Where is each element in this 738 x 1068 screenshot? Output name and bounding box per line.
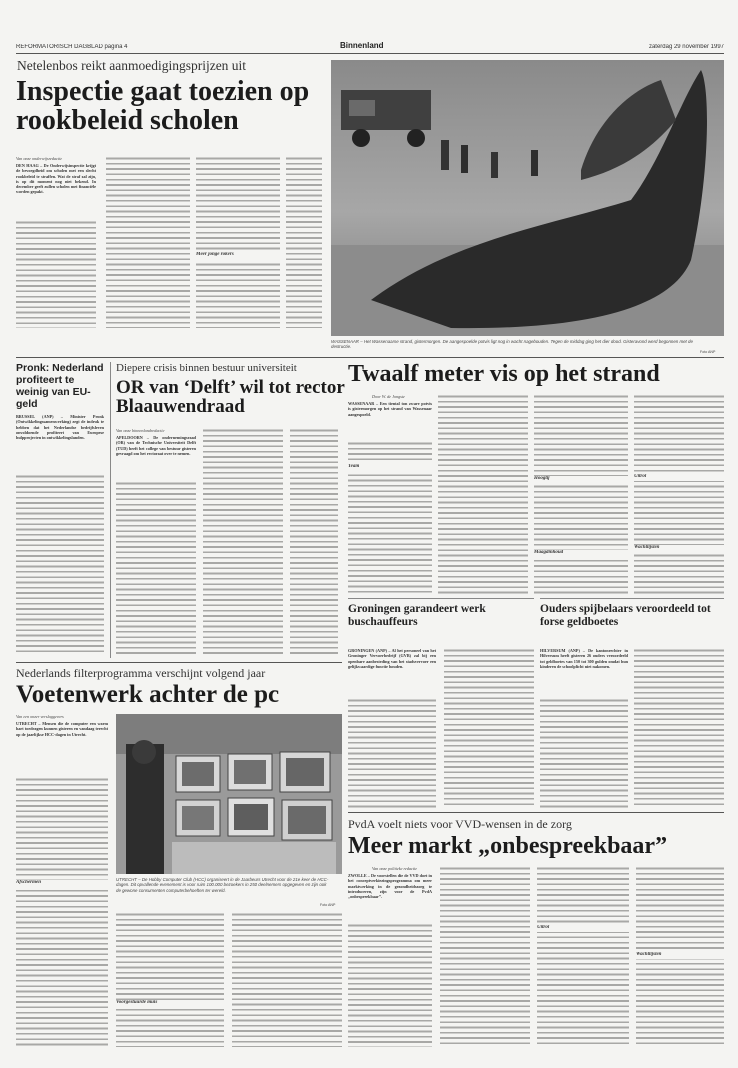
pc-photo-image xyxy=(116,714,342,874)
pc-col-2 xyxy=(116,912,224,1047)
ouders-col-2 xyxy=(634,648,724,808)
pc-col-3 xyxy=(232,912,342,1047)
smoking-subhead: Meer jonge rokers xyxy=(196,252,234,257)
pc-photo xyxy=(116,714,342,874)
masthead-left: REFORMATORISCH DAGBLAD pagina 4 xyxy=(16,44,128,50)
ouders-lead: HILVERSUM (ANP) – De kantonrechter in Hilversum heeft gisteren 26 ouders veroordeeld tot geldboetes van 150 tot 300 gulden omdat hun kinderen de schoolplicht niet nakomen. xyxy=(540,648,628,669)
whale-credit: Foto ANP xyxy=(700,350,716,354)
section-rule-1 xyxy=(16,357,724,358)
masthead-right: zaterdag 29 november 1997 xyxy=(648,44,724,50)
whale-headline: Twaalf meter vis op het strand xyxy=(348,362,660,387)
smoking-headline: Inspectie gaat toezien op rookbeleid scholen xyxy=(16,78,310,136)
eu-lead: BRUSSEL (ANP) – Minister Pronk (Ontwikkelingssamenwerking) zegt de indruk te hebben dat het Nederlandse bedrijfsleven onvoldoende profiteert van Europese hulpprojecten in ontwikkelingslanden. xyxy=(16,414,104,441)
groningen-col-2 xyxy=(444,648,534,808)
whale-byline: Door W. de Jongste xyxy=(372,394,405,399)
pc-lead: UTRECHT – Mensen die de computer een warm hart toedragen kunnen gisteren en vandaag terecht op de jaarlijkse HCC-dagen in Utrecht. xyxy=(16,721,108,737)
groningen-headline: Groningen garandeert werk buschauffeurs xyxy=(348,603,486,629)
section-rule-2 xyxy=(16,662,342,663)
smoking-col-3 xyxy=(196,156,280,250)
pvda-byline: Van onze politieke redactie xyxy=(372,866,418,871)
smoking-col-1 xyxy=(16,220,96,328)
pc-subhead-muis: Voorgestuurde muis xyxy=(116,1000,224,1007)
smoking-col-3b xyxy=(196,262,280,328)
smoking-byline: Van onze onderwijsredactie xyxy=(16,156,63,161)
whale-subhead-wacht: Wachtlijsten xyxy=(634,545,724,552)
pvda-col-2 xyxy=(440,866,530,1047)
whale-col-4 xyxy=(634,394,724,594)
smoking-kicker: Netelenbos reikt aanmoedigingsprijzen uit xyxy=(17,58,247,73)
pc-caption: UTRECHT – De Hobby Computer Club (HCC) organiseert in de Jaarbeurs Utrecht voor de 21e keer de HCC-dagen. Dit opvallende evenement is voor ruim 100.000 bezoekers in 250 deelnemers opgegeven en zijn ook de gewone consumenten computerbehoeften ter wereld. xyxy=(116,877,329,893)
whale-subhead-hoogtij: Hoogtij xyxy=(534,476,628,483)
whale-subhead-team: Team xyxy=(348,464,432,471)
eu-col xyxy=(16,474,104,654)
whale-caption: WASSENAAR – Het Wassenaarse strand, gistermorgen. De aangespoelde potvis ligt nog in wacht nagebouden. Tegen de middag ging het dier dood. Gisteravond werd begonnen met de destructie. xyxy=(331,339,693,350)
ouders-headline: Ouders spijbelaars veroordeeld tot forse geldboetes xyxy=(540,603,711,629)
groningen-lead: GRONINGEN (ANP) – Al het personeel van het Groninger Vervoerbedrijf (GVB) zal bij een openbare aanbesteding van het stadsvervoer een gelijkwaardige functie houden. xyxy=(348,648,436,669)
delft-byline: Van onze binnenlandredactie xyxy=(116,428,165,433)
pvda-subhead-wacht: Wachtlijsten xyxy=(636,952,724,959)
smoking-col-4 xyxy=(286,156,322,328)
pc-subhead-afschermen: Afschermen xyxy=(16,880,108,887)
pc-kicker: Nederlands filterprogramma verschijnt volgend jaar xyxy=(16,666,266,680)
masthead-rule xyxy=(16,53,724,54)
delft-lead: APELDOORN – De ondernemingsraad (OR) van de Technische Universiteit Delft (TUD) heeft het college van bestuur gisteren gevraagd om het rectoraat over te nemen. xyxy=(116,435,196,456)
delft-col-3 xyxy=(290,428,338,657)
ouders-rule xyxy=(540,598,724,599)
smoking-col-2 xyxy=(106,156,190,328)
masthead-center: Binnenland xyxy=(340,41,384,50)
whale-subhead-maag: Maagdinhoud xyxy=(534,550,628,557)
pc-headline: Voetenwerk achter de pc xyxy=(16,682,280,708)
whale-subhead-uitrol: Uitrol xyxy=(634,474,724,481)
pvda-lead: ZWOLLE – De voorstellen die de VVD doet in het conceptverkiezingsprogramma om meer marktwerking in de gezondheidszorg te introduceren, zijn voor de PvdA „onbespreekbaar”. xyxy=(348,873,432,900)
delft-col-2 xyxy=(203,428,283,657)
whale-photo-image xyxy=(331,60,724,336)
eu-headline: Pronk: Nederland profiteert te weinig van EU-geld xyxy=(16,362,104,410)
whale-lead: WASSENAAR – Een tiental ton zware potvis is gistermorgen op het strand van Wassenaar aangespoeld. xyxy=(348,401,432,417)
pvda-headline: Meer markt „onbespreekbaar” xyxy=(348,834,668,859)
whale-photo xyxy=(331,60,724,336)
pvda-col-1 xyxy=(348,923,432,1047)
pc-byline: Van een onzer verslaggevers xyxy=(16,714,64,719)
pvda-kicker: PvdA voelt niets voor VVD-wensen in de zorg xyxy=(348,817,572,831)
pc-col-1 xyxy=(16,777,108,1047)
pvda-subhead-uitrol: Uitrol xyxy=(537,925,629,932)
whale-col-2 xyxy=(438,394,528,594)
groningen-rule xyxy=(348,598,534,599)
pvda-col-3 xyxy=(537,866,629,1047)
eu-divider xyxy=(110,362,111,658)
delft-headline: OR van ‘Delft’ wil tot rector Blaauwendraad xyxy=(116,378,345,418)
groningen-col-1 xyxy=(348,698,436,808)
pc-credit: Foto ANP xyxy=(320,903,336,907)
ouders-col-1 xyxy=(540,698,628,808)
section-rule-3 xyxy=(348,812,724,813)
smoking-lead: DEN HAAG – De Onderwijsinspectie krijgt de bevoegdheid om scholen met een slecht rookbeleid te straffen. Wat de straf zal zijn, is op dit moment nog niet bekend. In december geeft zullen scholen met financiële worden gepakt. xyxy=(16,163,96,195)
whale-col-3 xyxy=(534,394,628,594)
delft-kicker: Diepere crisis binnen bestuur universiteit xyxy=(116,362,297,374)
delft-col-1 xyxy=(116,481,196,657)
